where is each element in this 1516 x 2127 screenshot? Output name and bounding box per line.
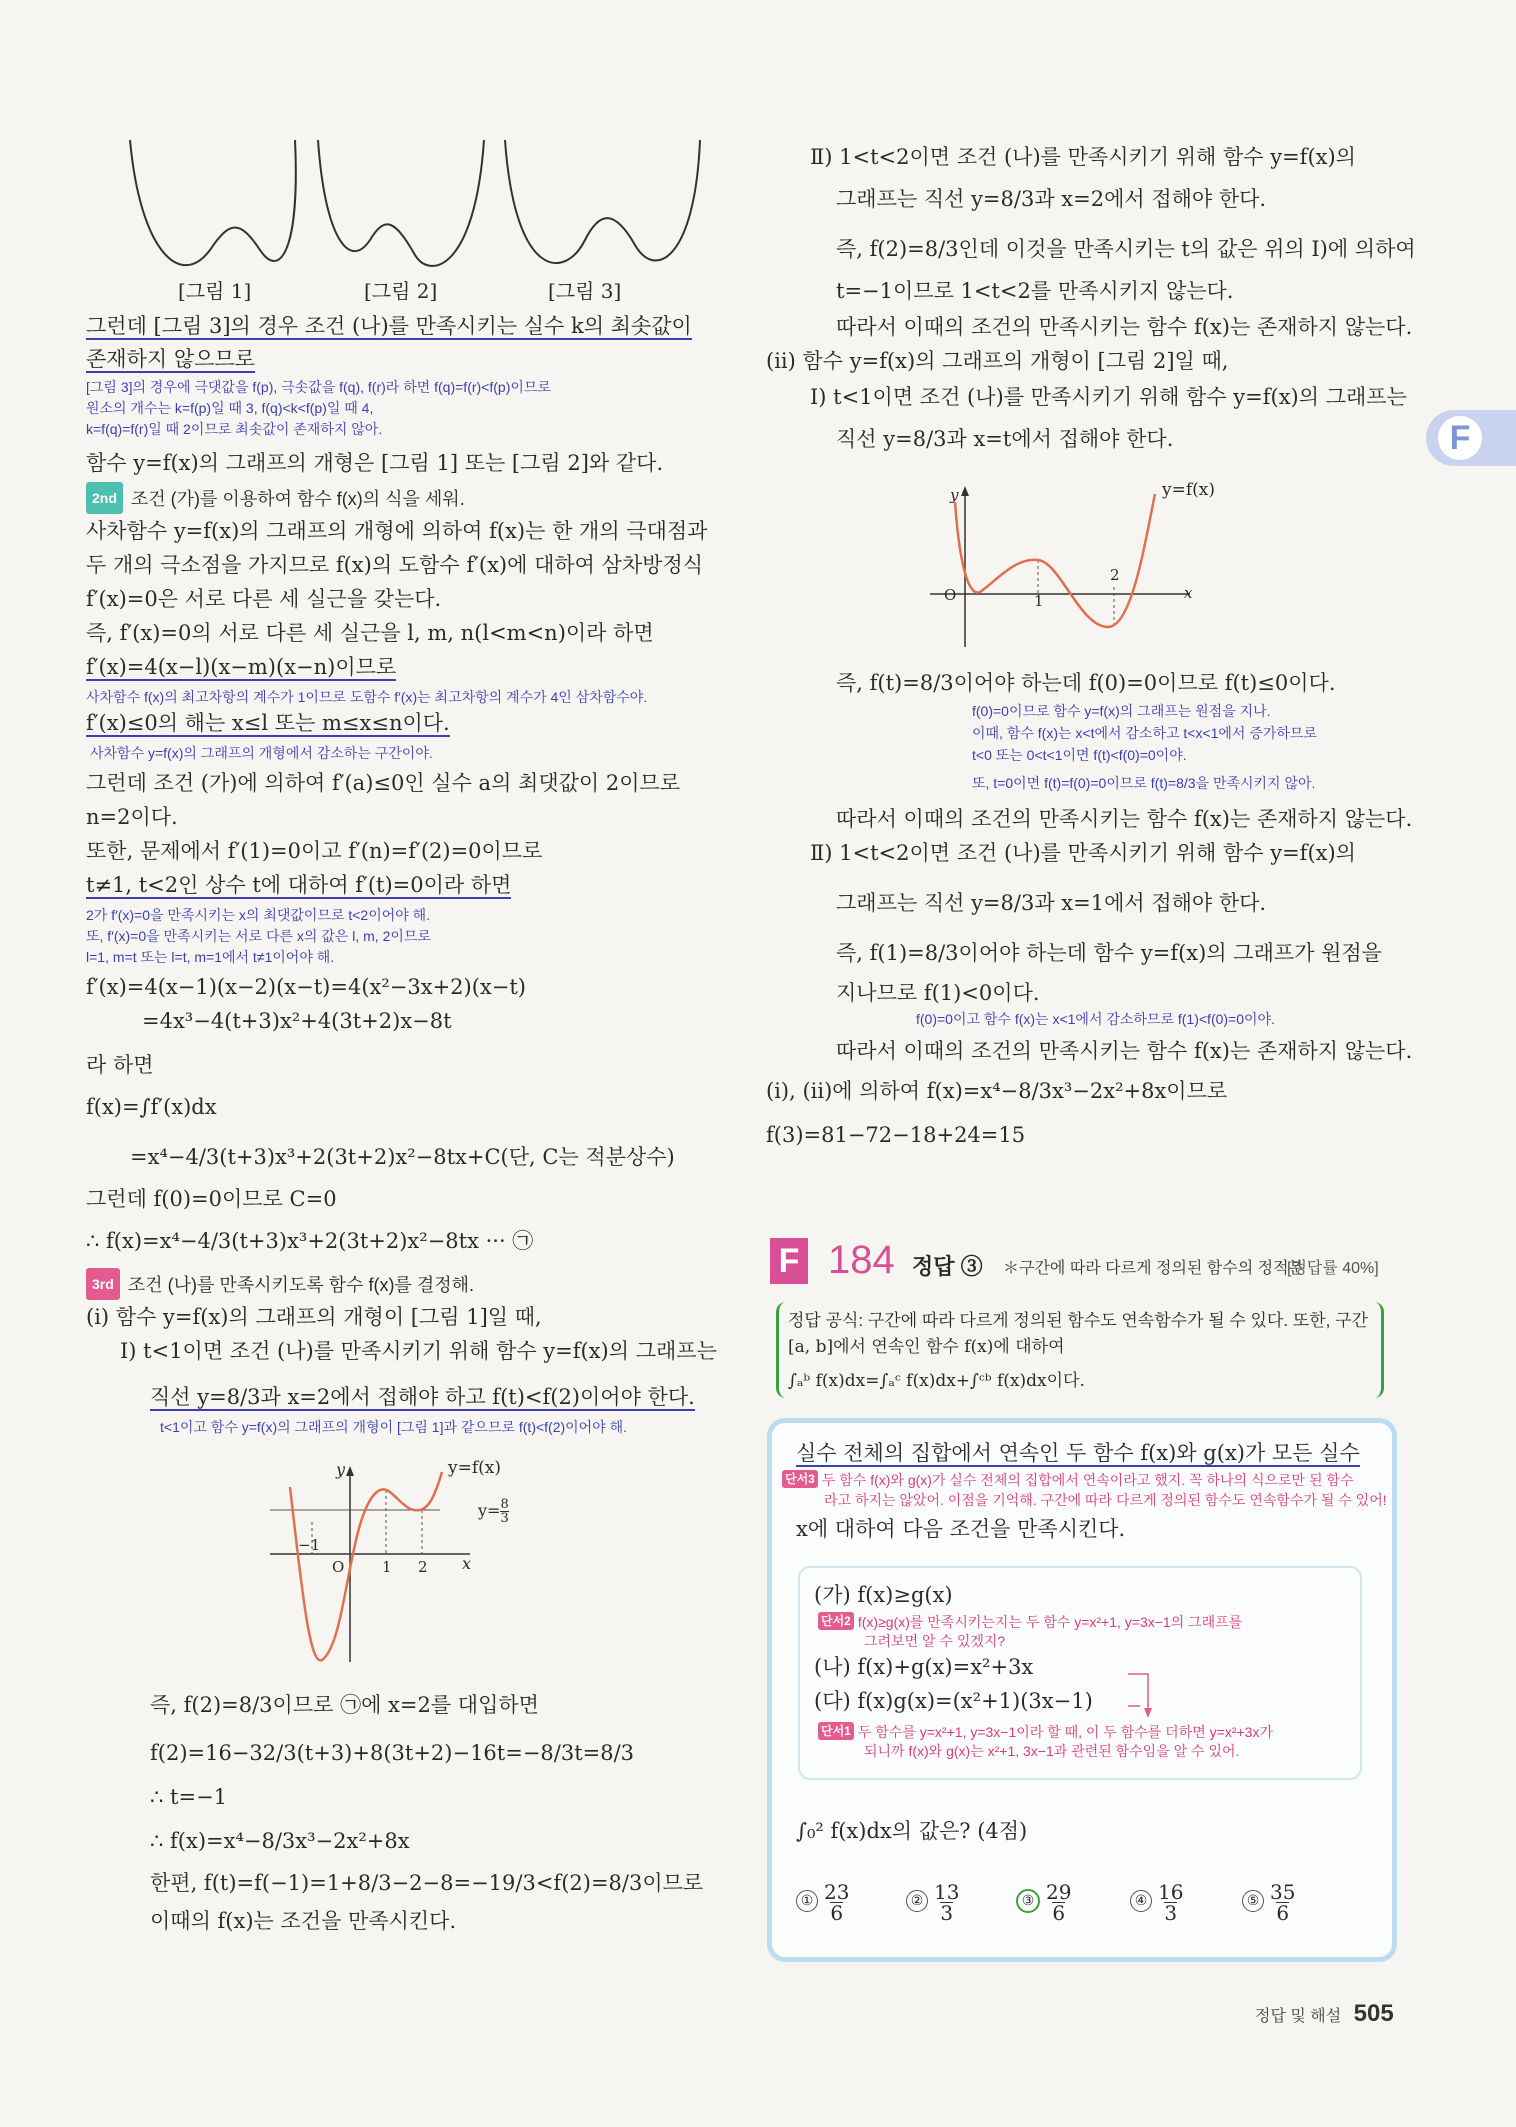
left-line-8: 즉, f′(x)=0의 서로 다른 세 실근을 l, m, n(l<m<n)이라 하면	[86, 621, 654, 645]
step-3rd-badge: 3rd	[86, 1268, 120, 1300]
left-line-29: ∴ f(x)=x⁴−8/3x³−2x²+8x	[150, 1829, 410, 1853]
hint1-line-1: 단서1 두 함수를 y=x²+1, y=3x−1이라 할 때, 이 두 함수를 더하면 y=x²+3x가	[818, 1722, 1273, 1741]
condition-da: (다) f(x)g(x)=(x²+1)(3x−1)	[814, 1689, 1093, 1713]
right-line-8: 직선 y=8/3과 x=t에서 접해야 한다.	[836, 427, 1174, 451]
problem-topic-tag: ＊구간에 따라 다르게 정의된 함수의 정적분	[1003, 1260, 1304, 1277]
problem-intro-2: x에 대하여 다음 조건을 만족시킨다.	[796, 1517, 1126, 1541]
right-graph-tick-1: 1	[1034, 592, 1044, 610]
hint2-line-1: 단서2 f(x)≥g(x)를 만족시키는지는 두 함수 y=x²+1, y=3x−1의 그래프를	[818, 1612, 1242, 1631]
left-line-20: 그런데 f(0)=0이므로 C=0	[86, 1187, 337, 1211]
right-graph-tick-2: 2	[1110, 566, 1120, 584]
step-3rd-line: 3rd 조건 (나)를 만족시키도록 함수 f(x)를 결정해.	[86, 1268, 474, 1300]
right-line-3: 즉, f(2)=8/3인데 이것을 만족시키는 t의 값은 위의 Ⅰ)에 의하여	[836, 237, 1416, 261]
right-line-15: 따라서 이때의 조건의 만족시키는 함수 f(x)는 존재하지 않는다.	[836, 1039, 1413, 1063]
right-line-11: Ⅱ) 1<t<2이면 조건 (나)를 만족시키기 위해 함수 y=f(x)의	[810, 841, 1356, 865]
left-graph-tick-2: 2	[418, 1558, 428, 1576]
choice-4[interactable]: ④ $\frac{16}{3}$	[1130, 1882, 1183, 1923]
right-line-6: (ii) 함수 y=f(x)의 그래프의 개형이 [그림 2]일 때,	[766, 349, 1229, 373]
left-line-9: f′(x)=4(x−l)(x−m)(x−n)이므로	[86, 655, 397, 679]
left-line-23: (i) 함수 y=f(x)의 그래프의 개형이 [그림 1]일 때,	[86, 1305, 542, 1329]
condition-ga: (가) f(x)≥g(x)	[814, 1583, 953, 1607]
left-line-30: 한편, f(t)=f(−1)=1+8/3−2−8=−19/3<f(2)=8/3이므로	[150, 1871, 704, 1895]
left-note-1: [그림 3]의 경우에 극댓값을 f(p), 극솟값을 f(q), f(r)라 하면 f(q)=f(r)<f(p)이므로	[86, 379, 551, 395]
left-line-1: 그런데 [그림 3]의 경우 조건 (나)를 만족시키는 실수 k의 최솟값이	[86, 314, 692, 338]
left-line-25: 직선 y=8/3과 x=2에서 접해야 하고 f(t)<f(2)이어야 한다.	[150, 1385, 695, 1409]
left-line-13: 또한, 문제에서 f′(1)=0이고 f′(n)=f′(2)=0이므로	[86, 839, 543, 863]
step-2nd-badge: 2nd	[86, 482, 123, 514]
problem-question: ∫₀² f(x)dx의 값은? (4점)	[796, 1819, 1028, 1843]
formula-line-3: ∫ₐᵇ f(x)dx=∫ₐᶜ f(x)dx+∫ᶜᵇ f(x)dx이다.	[788, 1371, 1085, 1391]
left-line-27: f(2)=16−32/3(t+3)+8(3t+2)−16t=−8/3t=8/3	[150, 1741, 635, 1765]
left-graph-tick-m1: −1	[298, 1536, 321, 1554]
left-line-10: f′(x)≤0의 해는 x≤l 또는 m≤x≤n이다.	[86, 711, 450, 735]
left-line-26: 즉, f(2)=8/3이므로 ㉠에 x=2를 대입하면	[150, 1693, 539, 1717]
hint1-line-2: 되니까 f(x)와 g(x)는 x²+1, 3x−1과 관련된 함수임을 알 수 있어.	[864, 1743, 1240, 1759]
left-line-31: 이때의 f(x)는 조건을 만족시킨다.	[150, 1909, 457, 1933]
right-graph	[920, 482, 1220, 652]
fig1-caption: [그림 1]	[178, 279, 252, 303]
left-graph-fx: y=f(x)	[448, 1458, 501, 1478]
step-2nd-line: 2nd 조건 (가)를 이용하여 함수 f(x)의 식을 세워.	[86, 482, 465, 514]
right-note-1: f(0)=0이므로 함수 y=f(x)의 그래프는 원점을 지나.	[972, 703, 1271, 719]
right-line-7: Ⅰ) t<1이면 조건 (나)를 만족시키기 위해 함수 y=f(x)의 그래프는	[810, 385, 1407, 409]
left-graph-yline: $y=\frac{8}{3}$	[478, 1497, 509, 1526]
left-line-19: =x⁴−4/3(t+3)x³+2(3t+2)x²−8tx+C(단, C는 적분상수)	[130, 1145, 675, 1169]
left-line-14: t≠1, t<2인 상수 t에 대하여 f′(t)=0이라 하면	[86, 873, 512, 897]
right-line-9: 즉, f(t)=8/3이어야 하는데 f(0)=0이므로 f(t)≤0이다.	[836, 671, 1336, 695]
left-note-8: l=1, m=t 또는 l=t, m=1에서 t≠1이어야 해.	[86, 949, 335, 965]
left-note-7: 또, f′(x)=0을 만족시키는 서로 다른 x의 값은 l, m, 2이므로	[86, 928, 431, 944]
right-line-17: f(3)=81−72−18+24=15	[766, 1123, 1026, 1147]
hint2-line-2: 그려보면 알 수 있겠지?	[864, 1633, 1006, 1649]
problem-number: 184	[828, 1238, 895, 1282]
left-line-12: n=2이다.	[86, 805, 178, 829]
curve-fig3	[505, 140, 700, 263]
left-note-3: k=f(q)=f(r)일 때 2이므로 최솟값이 존재하지 않아.	[86, 421, 383, 437]
right-line-4: t=−1이므로 1<t<2를 만족시키지 않는다.	[836, 279, 1234, 303]
condition-na: (나) f(x)+g(x)=x²+3x	[814, 1655, 1034, 1679]
left-graph-x: x	[462, 1554, 472, 1573]
left-graph-y: y	[336, 1460, 346, 1479]
left-line-28: ∴ t=−1	[150, 1785, 228, 1809]
curve-fig2	[318, 140, 484, 266]
left-line-7: f′(x)=0은 서로 다른 세 실근을 갖는다.	[86, 587, 442, 611]
right-graph-x: x	[1184, 584, 1193, 602]
left-graph	[250, 1462, 550, 1672]
right-line-12: 그래프는 직선 y=8/3과 x=1에서 접해야 한다.	[836, 891, 1267, 915]
left-line-3: 함수 y=f(x)의 그래프의 개형은 [그림 1] 또는 [그림 2]와 같다.	[86, 451, 664, 475]
problem-correct-rate: [정답률 40%]	[1287, 1260, 1379, 1277]
left-line-18: f(x)=∫f′(x)dx	[86, 1095, 217, 1119]
choice-1[interactable]: ① $\frac{23}{6}$	[796, 1882, 849, 1923]
curve-fig1	[130, 140, 296, 265]
hint3-line-2: 라고 하지는 않았어. 이점을 기억해. 구간에 따라 다르게 정의된 함수도 연속함수가 될 수 있어!	[824, 1492, 1387, 1508]
formula-line-1: 정답 공식: 구간에 따라 다르게 정의된 함수도 연속함수가 될 수 있다. 또한, 구간	[788, 1311, 1368, 1330]
hint3-line-1: 단서3 두 함수 f(x)와 g(x)가 실수 전체의 집합에서 연속이라고 했지. 꼭 하나의 식으로만 된 함수	[782, 1470, 1353, 1489]
right-line-2: 그래프는 직선 y=8/3과 x=2에서 접해야 한다.	[836, 187, 1267, 211]
right-note-5: f(0)=0이고 함수 f(x)는 x<1에서 감소하므로 f(1)<f(0)=0이야.	[916, 1011, 1275, 1027]
right-graph-y: y	[950, 486, 959, 504]
left-line-16: =4x³−4(t+3)x²+4(3t+2)x−8t	[142, 1009, 452, 1033]
right-line-5: 따라서 이때의 조건의 만족시키는 함수 f(x)는 존재하지 않는다.	[836, 315, 1413, 339]
left-line-17: 라 하면	[86, 1053, 154, 1077]
right-line-10: 따라서 이때의 조건의 만족시키는 함수 f(x)는 존재하지 않는다.	[836, 807, 1413, 831]
side-tab-letter: F	[1438, 416, 1482, 460]
choice-3[interactable]: ③ $\frac{29}{6}$	[1016, 1882, 1071, 1923]
right-line-1: Ⅱ) 1<t<2이면 조건 (나)를 만족시키기 위해 함수 y=f(x)의	[810, 145, 1356, 169]
footer-label: 정답 및 해설	[1255, 2008, 1342, 2025]
right-line-16: (i), (ii)에 의하여 f(x)=x⁴−8/3x³−2x²+8x이므로	[766, 1079, 1228, 1103]
left-graph-origin: O	[332, 1558, 345, 1576]
choice-5[interactable]: ⑤ $\frac{35}{6}$	[1242, 1882, 1295, 1923]
side-tab	[1426, 410, 1516, 466]
y-arrow	[961, 486, 969, 496]
left-note-6: 2가 f′(x)=0을 만족시키는 x의 최댓값이므로 t<2이어야 해.	[86, 907, 431, 923]
y-arrow	[346, 1466, 354, 1476]
left-note-2: 원소의 개수는 k=f(p)일 때 3, f(q)<k<f(p)일 때 4,	[86, 400, 374, 416]
left-note-9: t<1이고 함수 y=f(x)의 그래프의 개형이 [그림 1]과 같으므로 f(t)<f(2)이어야 해.	[160, 1419, 628, 1435]
right-graph-origin: O	[944, 586, 957, 604]
left-line-15: f′(x)=4(x−1)(x−2)(x−t)=4(x²−3x+2)(x−t)	[86, 975, 526, 999]
left-note-5: 사차함수 y=f(x)의 그래프의 개형에서 감소하는 구간이야.	[90, 745, 433, 761]
left-line-11: 그런데 조건 (가)에 의하여 f′(a)≤0인 실수 a의 최댓값이 2이므로	[86, 771, 681, 795]
fig2-caption: [그림 2]	[364, 279, 438, 303]
right-note-3: t<0 또는 0<t<1이면 f(t)<f(0)=0이야.	[972, 747, 1187, 763]
left-line-5: 사차함수 y=f(x)의 그래프의 개형에 의하여 f(x)는 한 개의 극대점과	[86, 519, 708, 543]
page-number: 505	[1353, 2000, 1394, 2027]
page-footer	[1255, 2000, 1394, 2028]
hint-arrow	[1126, 1666, 1166, 1726]
left-graph-tick-1: 1	[382, 1558, 392, 1576]
problem-intro: 실수 전체의 집합에서 연속인 두 함수 f(x)와 g(x)가 모든 실수	[796, 1441, 1360, 1465]
right-note-2: 이때, 함수 f(x)는 x<t에서 감소하고 t<x<1에서 증가하므로	[972, 725, 1317, 741]
left-line-2: 존재하지 않으므로	[86, 347, 255, 371]
curve-f	[955, 494, 1155, 627]
problem-answer: 정답 ③	[912, 1254, 983, 1279]
left-line-24: Ⅰ) t<1이면 조건 (나)를 만족시키기 위해 함수 y=f(x)의 그래프는	[120, 1339, 717, 1363]
left-note-4: 사차함수 f(x)의 최고차항의 계수가 1이므로 도함수 f′(x)는 최고차항의 계수가 4인 삼차함수야.	[86, 689, 648, 705]
figure-shapes	[120, 130, 720, 270]
fig3-caption: [그림 3]	[548, 279, 622, 303]
formula-line-2: [a, b]에서 연속인 함수 f(x)에 대하여	[788, 1337, 1065, 1357]
left-line-6: 두 개의 극소점을 가지므로 f(x)의 도함수 f′(x)에 대하여 삼차방정식	[86, 553, 704, 577]
right-line-13: 즉, f(1)=8/3이어야 하는데 함수 y=f(x)의 그래프가 원점을	[836, 941, 1382, 965]
problem-letter-badge: F	[770, 1238, 808, 1284]
left-line-21: ∴ f(x)=x⁴−4/3(t+3)x³+2(3t+2)x²−8tx ··· ㉠	[86, 1229, 534, 1253]
choice-2[interactable]: ② $\frac{13}{3}$	[906, 1882, 959, 1923]
right-line-14: 지나므로 f(1)<0이다.	[836, 981, 1040, 1005]
right-graph-fx: y=f(x)	[1162, 480, 1215, 500]
right-note-4: 또, t=0이면 f(t)=f(0)=0이므로 f(t)=8/3을 만족시키지 않아.	[972, 775, 1316, 791]
